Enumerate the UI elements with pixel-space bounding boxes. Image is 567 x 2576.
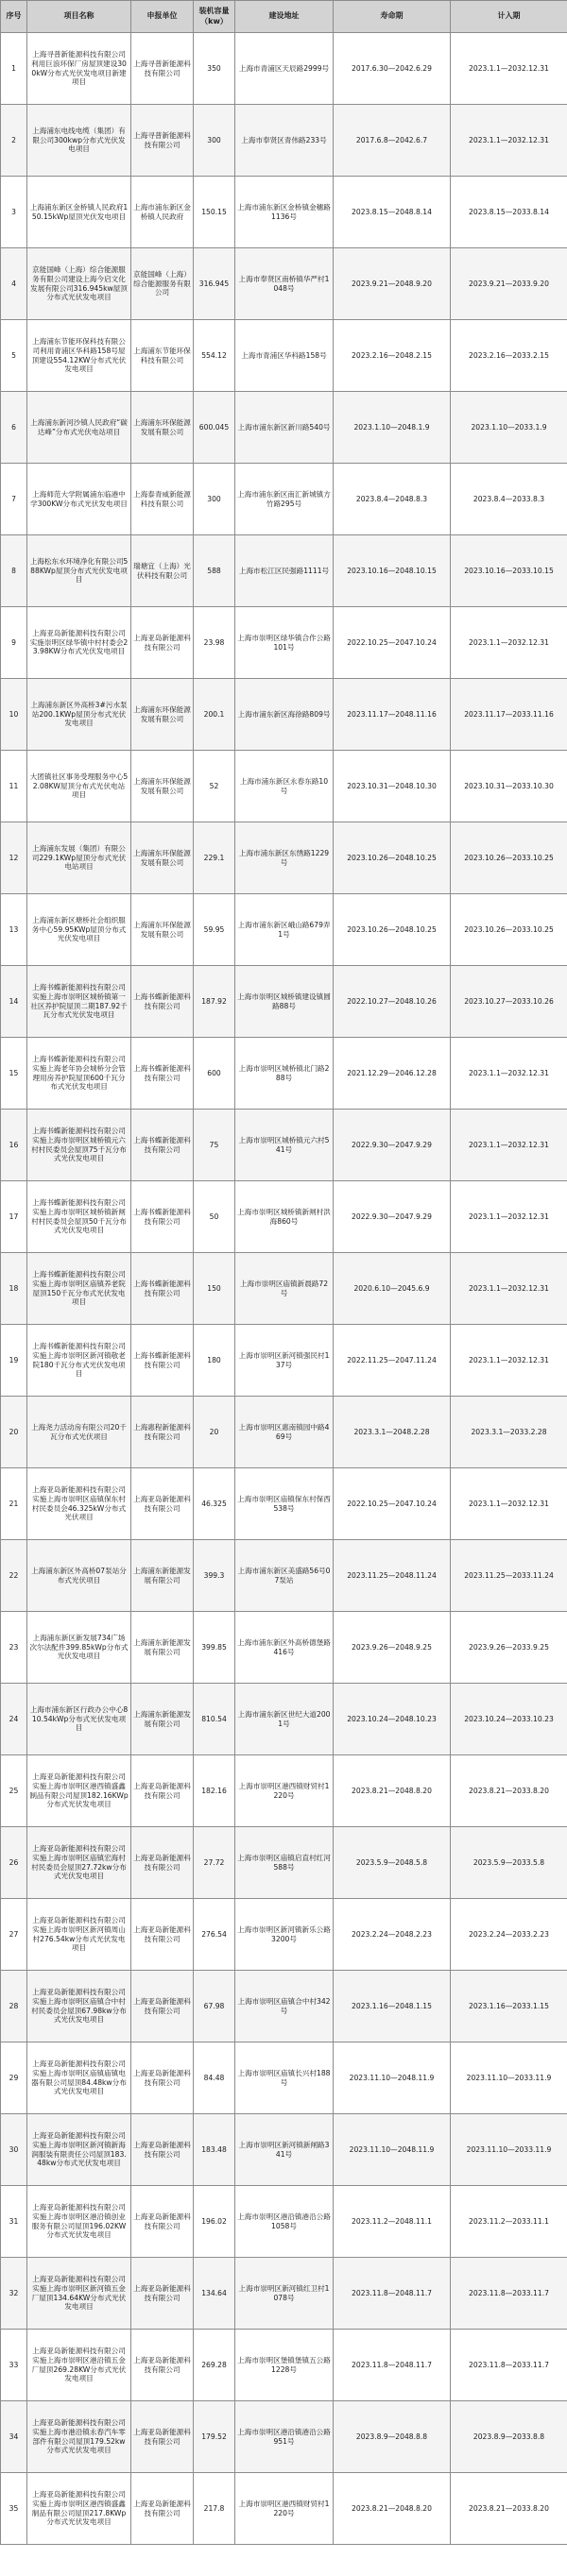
cell-lifetime: 2023.11.10—2048.11.9 bbox=[334, 2042, 451, 2114]
cell-project-name: 上海亚岛新能源科技有限公司实施上海市崇明区港西镇盛鑫制品有限公司屋顶217.8KWp分布式光伏发电项目 bbox=[27, 2473, 131, 2545]
cell-index: 23 bbox=[1, 1612, 27, 1684]
cell-address: 上海市浦东新区南汇新城镇方竹路295号 bbox=[235, 464, 334, 535]
cell-capacity: 200.1 bbox=[194, 679, 235, 751]
cell-crediting-period: 2023.9.26—2033.9.25 bbox=[451, 1612, 567, 1684]
table-row bbox=[1, 1899, 567, 1971]
cell-project-name: 上海书蝶新能源科技有限公司实施上海市崇明区城桥镇第一社区养护院屋顶二期187.92千瓦分布式光伏发电项目 bbox=[27, 966, 131, 1038]
cell-applicant: 上海浦东新能源发展有限公司 bbox=[131, 1540, 194, 1612]
cell-capacity: 179.52 bbox=[194, 2401, 235, 2473]
table-row bbox=[1, 1755, 567, 1827]
cell-crediting-period: 2023.8.21—2033.8.20 bbox=[451, 2473, 567, 2545]
cell-applicant: 上海惠程新能源科技有限公司 bbox=[131, 1397, 194, 1468]
cell-lifetime: 2023.2.16—2048.2.15 bbox=[334, 320, 451, 392]
cell-address: 上海市崇明区堡镇堡镇五公路1228号 bbox=[235, 2330, 334, 2401]
cell-project-name: 上海松东水环境净化有限公司588KWp屋顶分布式光伏发电项目 bbox=[27, 535, 131, 607]
table-row bbox=[1, 177, 567, 248]
cell-lifetime: 2023.8.21—2048.8.20 bbox=[334, 2473, 451, 2545]
cell-index: 25 bbox=[1, 1755, 27, 1827]
cell-capacity: 217.8 bbox=[194, 2473, 235, 2545]
cell-address: 上海市奉贤区南桥镇华严村1048号 bbox=[235, 248, 334, 320]
cell-capacity: 27.72 bbox=[194, 1827, 235, 1899]
cell-project-name: 上海书蝶新能源科技有限公司实施上海市崇明区新河镇敬老院180千瓦分布式光伏发电项目 bbox=[27, 1325, 131, 1397]
cell-crediting-period: 2023.1.1—2032.12.31 bbox=[451, 105, 567, 177]
cell-capacity: 23.98 bbox=[194, 607, 235, 679]
cell-capacity: 316.945 bbox=[194, 248, 235, 320]
table-row bbox=[1, 464, 567, 535]
cell-applicant: 上海亚岛新能源科技有限公司 bbox=[131, 2042, 194, 2114]
cell-project-name: 上海书蝶新能源科技有限公司实施上海市崇明区城桥镇新闸村村民委员会屋顶50千瓦分布式光伏发电项目 bbox=[27, 1181, 131, 1253]
cell-capacity: 554.12 bbox=[194, 320, 235, 392]
cell-capacity: 269.28 bbox=[194, 2330, 235, 2401]
cell-capacity: 20 bbox=[194, 1397, 235, 1468]
cell-crediting-period: 2023.1.10—2033.1.9 bbox=[451, 392, 567, 464]
cell-index: 27 bbox=[1, 1899, 27, 1971]
cell-index: 14 bbox=[1, 966, 27, 1038]
table-row bbox=[1, 2330, 567, 2401]
cell-applicant: 京能国峰（上海）综合能源服务有限公司 bbox=[131, 248, 194, 320]
table-row bbox=[1, 2186, 567, 2258]
table-row bbox=[1, 2258, 567, 2330]
cell-lifetime: 2023.11.8—2048.11.7 bbox=[334, 2330, 451, 2401]
table-row bbox=[1, 1971, 567, 2042]
cell-lifetime: 2022.11.25—2047.11.24 bbox=[334, 1325, 451, 1397]
cell-address: 上海市青浦区天辰路2999号 bbox=[235, 33, 334, 105]
cell-applicant: 上海浦东环保能源发展有限公司 bbox=[131, 392, 194, 464]
cell-address: 上海市崇明区庙镇启直村红河588号 bbox=[235, 1827, 334, 1899]
cell-lifetime: 2023.8.21—2048.8.20 bbox=[334, 1755, 451, 1827]
cell-lifetime: 2023.5.9—2048.5.8 bbox=[334, 1827, 451, 1899]
cell-applicant: 上海亚岛新能源科技有限公司 bbox=[131, 607, 194, 679]
cell-crediting-period: 2023.8.15—2033.8.14 bbox=[451, 177, 567, 248]
cell-crediting-period: 2023.9.21—2033.9.20 bbox=[451, 248, 567, 320]
cell-project-name: 上海浦东发展（集团）有限公司229.1KWp屋顶分布式光伏电站项目 bbox=[27, 822, 131, 894]
cell-applicant: 上海市浦东新区金桥镇人民政府 bbox=[131, 177, 194, 248]
cell-lifetime: 2022.10.25—2047.10.24 bbox=[334, 607, 451, 679]
cell-index: 5 bbox=[1, 320, 27, 392]
cell-project-name: 上海亚岛新能源科技有限公司实施上海市崇明区新河镇周山村276.54kw分布式光伏发电项目 bbox=[27, 1899, 131, 1971]
cell-index: 3 bbox=[1, 177, 27, 248]
cell-applicant: 上海亚岛新能源科技有限公司 bbox=[131, 1827, 194, 1899]
cell-address: 上海市浦东新区东绣路1229号 bbox=[235, 822, 334, 894]
cell-crediting-period: 2023.2.16—2033.2.15 bbox=[451, 320, 567, 392]
cell-index: 15 bbox=[1, 1038, 27, 1110]
cell-address: 上海市崇明区新河镇新闸路341号 bbox=[235, 2114, 334, 2186]
cell-project-name: 上海亚岛新能源科技有限公司实施上海市崇明区新河镇新海润服装有限责任公司屋顶183.48kw分布式光伏发电项目 bbox=[27, 2114, 131, 2186]
cell-address: 上海市浦东新区外高桥德堡路416号 bbox=[235, 1612, 334, 1684]
cell-project-name: 上海亚岛新能源科技有限公司实施上海市崇明区庙镇保东村村民委员会46.325kW分布式光伏项目 bbox=[27, 1468, 131, 1540]
cell-address: 上海市崇明区城桥镇建设镇圆路88号 bbox=[235, 966, 334, 1038]
cell-capacity: 150.15 bbox=[194, 177, 235, 248]
cell-capacity: 50 bbox=[194, 1181, 235, 1253]
cell-project-name: 上海亚岛新能源科技有限公司实施上海市崇明区庙镇合中村村民委员会屋顶67.98kw分布式光伏发电项目 bbox=[27, 1971, 131, 2042]
cell-capacity: 300 bbox=[194, 464, 235, 535]
cell-lifetime: 2023.3.1—2048.2.28 bbox=[334, 1397, 451, 1468]
cell-address: 上海市崇明区庙镇合中村342号 bbox=[235, 1971, 334, 2042]
cell-address: 上海市崇明区庙镇新晨路72号 bbox=[235, 1253, 334, 1325]
table-row bbox=[1, 607, 567, 679]
cell-index: 31 bbox=[1, 2186, 27, 2258]
cell-lifetime: 2023.10.31—2048.10.30 bbox=[334, 751, 451, 822]
table-row bbox=[1, 679, 567, 751]
table-row bbox=[1, 1253, 567, 1325]
cell-address: 上海市浦东新区金桥镇金穗路1136号 bbox=[235, 177, 334, 248]
cell-address: 上海市崇明区绿华镇合作公路101号 bbox=[235, 607, 334, 679]
cell-crediting-period: 2023.10.27—2033.10.26 bbox=[451, 966, 567, 1038]
cell-capacity: 810.54 bbox=[194, 1684, 235, 1755]
cell-lifetime: 2023.11.8—2048.11.7 bbox=[334, 2258, 451, 2330]
cell-capacity: 350 bbox=[194, 33, 235, 105]
table-row bbox=[1, 392, 567, 464]
cell-capacity: 52 bbox=[194, 751, 235, 822]
cell-capacity: 180 bbox=[194, 1325, 235, 1397]
cell-crediting-period: 2023.1.16—2033.1.15 bbox=[451, 1971, 567, 2042]
cell-index: 6 bbox=[1, 392, 27, 464]
cell-lifetime: 2023.9.26—2048.9.25 bbox=[334, 1612, 451, 1684]
cell-applicant: 上海寻普新能源科技有限公司 bbox=[131, 33, 194, 105]
cell-index: 29 bbox=[1, 2042, 27, 2114]
cell-lifetime: 2021.12.29—2046.12.28 bbox=[334, 1038, 451, 1110]
cell-capacity: 183.48 bbox=[194, 2114, 235, 2186]
cell-applicant: 上海泰青威新能源科技有限公司 bbox=[131, 464, 194, 535]
table-row bbox=[1, 1684, 567, 1755]
cell-index: 8 bbox=[1, 535, 27, 607]
cell-address: 上海市浦东新区永春东路10号 bbox=[235, 751, 334, 822]
cell-project-name: 上海亚岛新能源科技有限公司实施上海市崇明区庙镇宏海村村民委员会屋顶27.72kw分布式光伏发电项目 bbox=[27, 1827, 131, 1899]
cell-applicant: 上海浦东环保能源发展有限公司 bbox=[131, 751, 194, 822]
cell-applicant: 上海浦东新能源发展有限公司 bbox=[131, 1684, 194, 1755]
cell-applicant: 上海寻普新能源科技有限公司 bbox=[131, 105, 194, 177]
cell-lifetime: 2023.10.26—2048.10.25 bbox=[334, 894, 451, 966]
table-row bbox=[1, 105, 567, 177]
table-row bbox=[1, 966, 567, 1038]
cell-index: 22 bbox=[1, 1540, 27, 1612]
cell-index: 1 bbox=[1, 33, 27, 105]
cell-address: 上海市崇明区庙镇保东村保西538号 bbox=[235, 1468, 334, 1540]
cell-applicant: 上海书蝶新能源科技有限公司 bbox=[131, 966, 194, 1038]
cell-applicant: 上海亚岛新能源科技有限公司 bbox=[131, 1755, 194, 1827]
cell-address: 上海市浦东新区美盛路56号07泵站 bbox=[235, 1540, 334, 1612]
cell-project-name: 上海浦东新区外高桥07泵站分布式光伏项目 bbox=[27, 1540, 131, 1612]
cell-project-name: 上海尧力活动房有限公司20千瓦分布式光伏项目 bbox=[27, 1397, 131, 1468]
table-row bbox=[1, 1540, 567, 1612]
cell-lifetime: 2022.9.30—2047.9.29 bbox=[334, 1181, 451, 1253]
cell-capacity: 196.02 bbox=[194, 2186, 235, 2258]
cell-address: 上海市崇明区城桥镇元六村541号 bbox=[235, 1110, 334, 1181]
cell-capacity: 134.64 bbox=[194, 2258, 235, 2330]
cell-index: 9 bbox=[1, 607, 27, 679]
cell-project-name: 上海浦东新区外高桥3#污水泵站200.1KWp屋顶分布式光伏发电项目 bbox=[27, 679, 131, 751]
cell-capacity: 399.3 bbox=[194, 1540, 235, 1612]
table-row bbox=[1, 1325, 567, 1397]
table-row bbox=[1, 1038, 567, 1110]
cell-lifetime: 2023.10.26—2048.10.25 bbox=[334, 822, 451, 894]
cell-address: 上海市崇明区港西镇财贸村1220号 bbox=[235, 1755, 334, 1827]
cell-address: 上海市浦东新区峨山路679弄1号 bbox=[235, 894, 334, 966]
cell-index: 35 bbox=[1, 2473, 27, 2545]
cell-address: 上海市浦东新区世纪大道2001号 bbox=[235, 1684, 334, 1755]
table-row bbox=[1, 1827, 567, 1899]
cell-lifetime: 2023.10.24—2048.10.23 bbox=[334, 1684, 451, 1755]
cell-project-name: 京能国峰（上海）综合能源服务有限公司建设上海今启文化发展有限公司316.945kw屋顶分布式光伏发电项目 bbox=[27, 248, 131, 320]
cell-crediting-period: 2023.1.1—2032.12.31 bbox=[451, 33, 567, 105]
cell-crediting-period: 2023.11.8—2033.11.7 bbox=[451, 2258, 567, 2330]
cell-index: 20 bbox=[1, 1397, 27, 1468]
table-body bbox=[1, 33, 567, 2545]
cell-capacity: 75 bbox=[194, 1110, 235, 1181]
cell-project-name: 上海亚岛新能源科技有限公司实施崇明区绿华镇中村村委会23.98KW分布式光伏发电项目 bbox=[27, 607, 131, 679]
cell-crediting-period: 2023.10.16—2033.10.15 bbox=[451, 535, 567, 607]
cell-address: 上海市浦东新区海徐路809号 bbox=[235, 679, 334, 751]
cell-index: 17 bbox=[1, 1181, 27, 1253]
cell-project-name: 上海亚岛新能源科技有限公司实施上海市崇明区港沿镇创业服务有限公司屋顶196.02KW分布式光伏发电项目 bbox=[27, 2186, 131, 2258]
cell-crediting-period: 2023.5.9—2033.5.8 bbox=[451, 1827, 567, 1899]
cell-address: 上海市崇明区城桥镇新闸村洪海860号 bbox=[235, 1181, 334, 1253]
column-header-applicant: 申报单位 bbox=[131, 1, 194, 33]
cell-index: 13 bbox=[1, 894, 27, 966]
cell-lifetime: 2023.11.25—2048.11.24 bbox=[334, 1540, 451, 1612]
cell-index: 33 bbox=[1, 2330, 27, 2401]
cell-lifetime: 2022.9.30—2047.9.29 bbox=[334, 1110, 451, 1181]
cell-applicant: 上海亚岛新能源科技有限公司 bbox=[131, 1971, 194, 2042]
cell-project-name: 上海亚岛新能源科技有限公司实施上海市港沿镇永春汽车零部件有限公司屋顶179.52kw分布式光伏发电项目 bbox=[27, 2401, 131, 2473]
cell-project-name: 上海亚岛新能源科技有限公司实施上海市崇明区庙镇庙镇电器有限公司屋顶84.48kw分布式光伏发电项目 bbox=[27, 2042, 131, 2114]
cell-index: 21 bbox=[1, 1468, 27, 1540]
cell-address: 上海市崇明区新河镇强民村137号 bbox=[235, 1325, 334, 1397]
cell-lifetime: 2017.6.8—2042.6.7 bbox=[334, 105, 451, 177]
cell-capacity: 46.325 bbox=[194, 1468, 235, 1540]
column-header-index: 序号 bbox=[1, 1, 27, 33]
cell-applicant: 上海书蝶新能源科技有限公司 bbox=[131, 1181, 194, 1253]
cell-lifetime: 2023.8.4—2048.8.3 bbox=[334, 464, 451, 535]
cell-crediting-period: 2023.3.1—2033.2.28 bbox=[451, 1397, 567, 1468]
cell-capacity: 276.54 bbox=[194, 1899, 235, 1971]
cell-capacity: 300 bbox=[194, 105, 235, 177]
table-row bbox=[1, 535, 567, 607]
table-row bbox=[1, 1612, 567, 1684]
cell-project-name: 上海亚岛新能源科技有限公司实施上海市崇明区港沿镇五金厂屋顶269.28KW分布式光伏发电项目 bbox=[27, 2330, 131, 2401]
cell-applicant: 上海亚岛新能源科技有限公司 bbox=[131, 2401, 194, 2473]
cell-address: 上海市青浦区华科路158号 bbox=[235, 320, 334, 392]
cell-address: 上海市崇明区城桥镇北门路288号 bbox=[235, 1038, 334, 1110]
table-row bbox=[1, 33, 567, 105]
cell-project-name: 上海浦东节能环保科技有限公司利用青浦区华科路158号屋顶建设554.12KW分布式光伏发电项目 bbox=[27, 320, 131, 392]
cell-address: 上海市崇明区庙镇长兴村188号 bbox=[235, 2042, 334, 2114]
cell-crediting-period: 2023.11.10—2033.11.9 bbox=[451, 2114, 567, 2186]
cell-crediting-period: 2023.11.2—2033.11.1 bbox=[451, 2186, 567, 2258]
cell-index: 11 bbox=[1, 751, 27, 822]
table-row bbox=[1, 751, 567, 822]
cell-index: 24 bbox=[1, 1684, 27, 1755]
table-row bbox=[1, 2114, 567, 2186]
cell-applicant: 上海亚岛新能源科技有限公司 bbox=[131, 2473, 194, 2545]
cell-lifetime: 2023.11.10—2048.11.9 bbox=[334, 2114, 451, 2186]
cell-crediting-period: 2023.10.24—2033.10.23 bbox=[451, 1684, 567, 1755]
cell-capacity: 600 bbox=[194, 1038, 235, 1110]
cell-lifetime: 2020.6.10—2045.6.9 bbox=[334, 1253, 451, 1325]
cell-lifetime: 2023.8.9—2048.8.8 bbox=[334, 2401, 451, 2473]
cell-lifetime: 2023.11.2—2048.11.1 bbox=[334, 2186, 451, 2258]
cell-address: 上海市崇明区新河镇新乐公路3200号 bbox=[235, 1899, 334, 1971]
table-row bbox=[1, 894, 567, 966]
cell-capacity: 399.85 bbox=[194, 1612, 235, 1684]
cell-capacity: 588 bbox=[194, 535, 235, 607]
cell-lifetime: 2022.10.27—2048.10.26 bbox=[334, 966, 451, 1038]
cell-lifetime: 2017.6.30—2042.6.29 bbox=[334, 33, 451, 105]
cell-index: 30 bbox=[1, 2114, 27, 2186]
cell-crediting-period: 2023.8.4—2033.8.3 bbox=[451, 464, 567, 535]
cell-project-name: 上海书蝶新能源科技有限公司实施上海市崇明区城桥镇元六村村民委员会屋顶75千瓦分布式光伏发电项目 bbox=[27, 1110, 131, 1181]
cell-index: 18 bbox=[1, 1253, 27, 1325]
cell-crediting-period: 2023.1.1—2032.12.31 bbox=[451, 1110, 567, 1181]
table-row bbox=[1, 1468, 567, 1540]
column-header-capacity: 装机容量（kw） bbox=[194, 1, 235, 33]
cell-project-name: 上海市浦东新区行政办公中心810.54kWp分布式光伏发电项目 bbox=[27, 1684, 131, 1755]
cell-applicant: 上海书蝶新能源科技有限公司 bbox=[131, 1110, 194, 1181]
cell-crediting-period: 2023.11.8—2033.11.7 bbox=[451, 2330, 567, 2401]
cell-lifetime: 2022.10.25—2047.10.24 bbox=[334, 1468, 451, 1540]
table-row bbox=[1, 1397, 567, 1468]
cell-address: 上海市崇明区新河镇红卫村1078号 bbox=[235, 2258, 334, 2330]
cell-lifetime: 2023.2.24—2048.2.23 bbox=[334, 1899, 451, 1971]
cell-address: 上海市崇明区港沿镇港沿公路951号 bbox=[235, 2401, 334, 2473]
cell-index: 7 bbox=[1, 464, 27, 535]
cell-capacity: 84.48 bbox=[194, 2042, 235, 2114]
cell-applicant: 上海浦东新能源发展有限公司 bbox=[131, 1612, 194, 1684]
cell-address: 上海市崇明区惠南镇园中路469号 bbox=[235, 1397, 334, 1468]
table-row bbox=[1, 1110, 567, 1181]
cell-lifetime: 2023.11.17—2048.11.16 bbox=[334, 679, 451, 751]
cell-address: 上海市奉贤区青伟路233号 bbox=[235, 105, 334, 177]
cell-crediting-period: 2023.11.17—2033.11.16 bbox=[451, 679, 567, 751]
column-header-address: 建设地址 bbox=[235, 1, 334, 33]
table-row bbox=[1, 2042, 567, 2114]
table-row bbox=[1, 2401, 567, 2473]
cell-crediting-period: 2023.11.10—2033.11.9 bbox=[451, 2042, 567, 2114]
cell-applicant: 上海书蝶新能源科技有限公司 bbox=[131, 1325, 194, 1397]
cell-lifetime: 2023.1.10—2048.1.9 bbox=[334, 392, 451, 464]
cell-crediting-period: 2023.2.24—2033.2.23 bbox=[451, 1899, 567, 1971]
cell-index: 2 bbox=[1, 105, 27, 177]
cell-crediting-period: 2023.8.9—2033.8.8 bbox=[451, 2401, 567, 2473]
cell-address: 上海市崇明区港西镇财贸村1220号 bbox=[235, 2473, 334, 2545]
column-header-project-name: 项目名称 bbox=[27, 1, 131, 33]
cell-applicant: 上海亚岛新能源科技有限公司 bbox=[131, 2114, 194, 2186]
cell-crediting-period: 2023.1.1—2032.12.31 bbox=[451, 1253, 567, 1325]
cell-project-name: 上海亚岛新能源科技有限公司实施上海市崇明区港西镇盛鑫制品有限公司屋顶182.16KWp分布式光伏发电项目 bbox=[27, 1755, 131, 1827]
cell-address: 上海市浦东新区新川路540号 bbox=[235, 392, 334, 464]
table-header-row bbox=[1, 1, 567, 33]
cell-capacity: 67.98 bbox=[194, 1971, 235, 2042]
cell-index: 16 bbox=[1, 1110, 27, 1181]
cell-applicant: 上海书蝶新能源科技有限公司 bbox=[131, 1038, 194, 1110]
cell-index: 34 bbox=[1, 2401, 27, 2473]
cell-project-name: 上海浦东电线电缆（集团）有限公司300kwp分布式光伏发电项目 bbox=[27, 105, 131, 177]
cell-applicant: 瑞塘宜（上海）光伏科技有限公司 bbox=[131, 535, 194, 607]
cell-applicant: 上海浦东环保能源发展有限公司 bbox=[131, 822, 194, 894]
cell-address: 上海市松江区民强路1111号 bbox=[235, 535, 334, 607]
table-row bbox=[1, 1181, 567, 1253]
cell-lifetime: 2023.9.21—2048.9.20 bbox=[334, 248, 451, 320]
cell-project-name: 上海书蝶新能源科技有限公司实施上海市崇明区庙镇养老院屋顶150千瓦分布式光伏发电项目 bbox=[27, 1253, 131, 1325]
cell-capacity: 600.045 bbox=[194, 392, 235, 464]
cell-capacity: 229.1 bbox=[194, 822, 235, 894]
cell-address: 上海市崇明区港沿镇港沿公路1058号 bbox=[235, 2186, 334, 2258]
cell-crediting-period: 2023.8.21—2033.8.20 bbox=[451, 1755, 567, 1827]
cell-applicant: 上海亚岛新能源科技有限公司 bbox=[131, 2258, 194, 2330]
cell-project-name: 上海师范大学附属浦东临港中学300KW分布式光伏发电项目 bbox=[27, 464, 131, 535]
cell-index: 32 bbox=[1, 2258, 27, 2330]
cell-applicant: 上海浦东节能环保科技有限公司 bbox=[131, 320, 194, 392]
cell-crediting-period: 2023.1.1—2032.12.31 bbox=[451, 1181, 567, 1253]
table-row bbox=[1, 2473, 567, 2545]
cell-index: 4 bbox=[1, 248, 27, 320]
cell-applicant: 上海浦东环保能源发展有限公司 bbox=[131, 679, 194, 751]
cell-crediting-period: 2023.10.31—2033.10.30 bbox=[451, 751, 567, 822]
cell-crediting-period: 2023.1.1—2032.12.31 bbox=[451, 1468, 567, 1540]
cell-lifetime: 2023.8.15—2048.8.14 bbox=[334, 177, 451, 248]
cell-index: 12 bbox=[1, 822, 27, 894]
cell-project-name: 上海浦东新区塘桥社会组织服务中心59.95KWp屋顶分布式光伏发电项目 bbox=[27, 894, 131, 966]
cell-capacity: 150 bbox=[194, 1253, 235, 1325]
cell-index: 26 bbox=[1, 1827, 27, 1899]
cell-crediting-period: 2023.1.1—2032.12.31 bbox=[451, 1325, 567, 1397]
cell-applicant: 上海亚岛新能源科技有限公司 bbox=[131, 1899, 194, 1971]
cell-capacity: 187.92 bbox=[194, 966, 235, 1038]
cell-index: 28 bbox=[1, 1971, 27, 2042]
cell-project-name: 大团镇社区事务受理服务中心52.08KW屋顶分布式光伏电站项目 bbox=[27, 751, 131, 822]
cell-project-name: 上海亚岛新能源科技有限公司实施上海市崇明区新河镇五金厂屋顶134.64KW分布式光伏发电项目 bbox=[27, 2258, 131, 2330]
cell-project-name: 上海浦东新区金桥镇人民政府150.15kWp屋顶光伏发电项目 bbox=[27, 177, 131, 248]
cell-crediting-period: 2023.1.1—2032.12.31 bbox=[451, 607, 567, 679]
cell-index: 19 bbox=[1, 1325, 27, 1397]
cell-capacity: 59.95 bbox=[194, 894, 235, 966]
cell-crediting-period: 2023.10.26—2033.10.25 bbox=[451, 894, 567, 966]
table-row bbox=[1, 822, 567, 894]
cell-index: 10 bbox=[1, 679, 27, 751]
cell-project-name: 上海浦东新河沙镇人民政府“碳达峰”分布式光伏电站项目 bbox=[27, 392, 131, 464]
cell-project-name: 上海浦东新区新发展734广场次尔法配件399.85kWp分布式光伏发电项目 bbox=[27, 1612, 131, 1684]
cell-project-name: 上海寻普新能源科技有限公司利用巨浪环保厂房屋顶建设300kW分布式光伏发电项目新建项目 bbox=[27, 33, 131, 105]
cell-applicant: 上海亚岛新能源科技有限公司 bbox=[131, 1468, 194, 1540]
cell-applicant: 上海书蝶新能源科技有限公司 bbox=[131, 1253, 194, 1325]
cell-lifetime: 2023.10.16—2048.10.15 bbox=[334, 535, 451, 607]
column-header-crediting-period: 计入期 bbox=[451, 1, 567, 33]
column-header-lifetime: 寿命期 bbox=[334, 1, 451, 33]
cell-lifetime: 2023.1.16—2048.1.15 bbox=[334, 1971, 451, 2042]
table-row bbox=[1, 320, 567, 392]
cell-applicant: 上海浦东环保能源发展有限公司 bbox=[131, 894, 194, 966]
table-row bbox=[1, 248, 567, 320]
cell-crediting-period: 2023.1.1—2032.12.31 bbox=[451, 1038, 567, 1110]
cell-applicant: 上海亚岛新能源科技有限公司 bbox=[131, 2186, 194, 2258]
cell-project-name: 上海书蝶新能源科技有限公司实施上海老年协会城桥分会管理用房养护院屋顶600千瓦分布式光伏发电项目 bbox=[27, 1038, 131, 1110]
cell-applicant: 上海亚岛新能源科技有限公司 bbox=[131, 2330, 194, 2401]
cell-crediting-period: 2023.10.26—2033.10.25 bbox=[451, 822, 567, 894]
cell-capacity: 182.16 bbox=[194, 1755, 235, 1827]
cell-crediting-period: 2023.11.25—2033.11.24 bbox=[451, 1540, 567, 1612]
